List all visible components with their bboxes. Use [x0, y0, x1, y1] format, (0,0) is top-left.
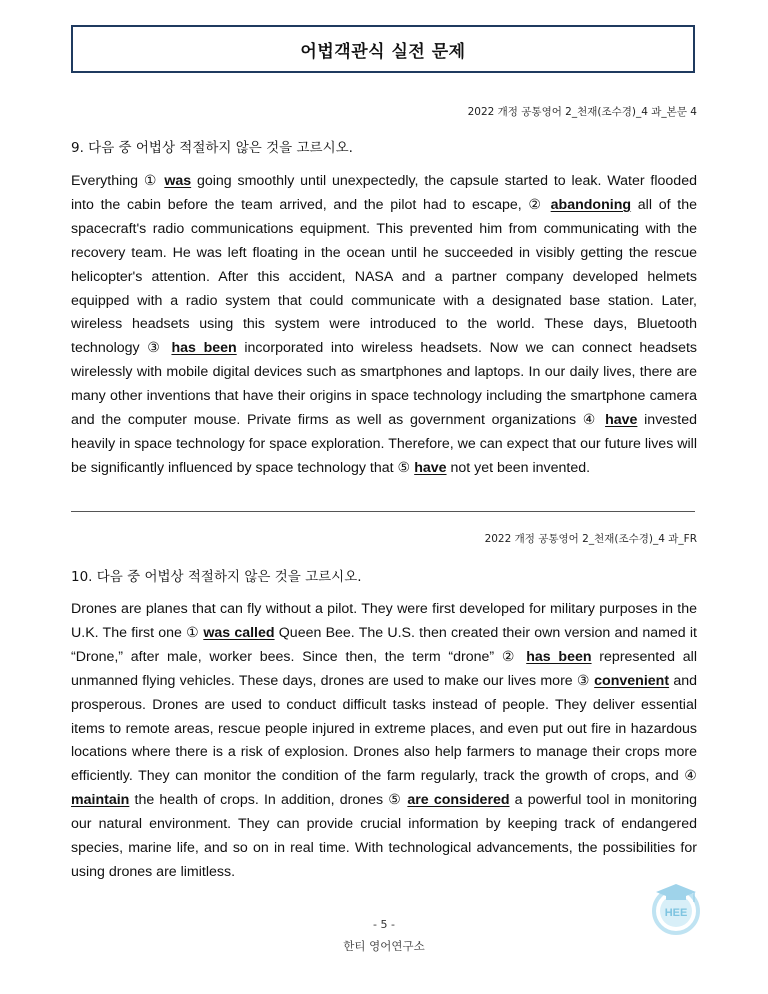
q9-choice-3: has been	[171, 340, 237, 357]
q9-choice-1: was	[164, 173, 192, 189]
q9-prompt: 9. 다음 중 어법상 적절하지 않은 것을 고르시오.	[71, 140, 353, 156]
q9-choice-4: have	[605, 412, 638, 429]
q9-text: invested heavily in space technology for space exploration. Therefore, we can expect that our future lives will be significantly influenced by space technology that ⑤	[71, 412, 697, 476]
q9-text: Everything ①	[71, 173, 165, 189]
page-number: - 5 -	[373, 918, 395, 931]
q9-text: going smoothly until unexpectedly, the capsule started to leak. Water flooded into the cabin before the team arrived, and the pilot had to escape, ②	[71, 173, 697, 213]
q10-text: Drones are planes that can fly without a pilot. They were first developed for military purposes in the U.K. The first one ①	[71, 601, 697, 641]
q10-source: 2022 개정 공통영어 2_천재(조수경)_4 과_FR	[484, 533, 697, 545]
q9-choice-2: abandoning	[550, 196, 632, 213]
q10-choice-1: was called	[203, 624, 275, 641]
q10-text: and prosperous. Drones are used to conduct difficult tasks instead of people. They deliver essential items to remote areas, rescue people injured in extreme places, and even put out fire in hazardous locations where there is a risk of explosion. Drones also help farmers to manage their crops more efficiently. They can monitor the condition of the farm regularly, track the growth of crops, and ④	[71, 672, 697, 785]
footer-organization: 한티 영어연구소	[343, 939, 425, 953]
q10-text: the health of crops. In addition, drones ⑤	[129, 792, 408, 809]
logo-text: HEE	[664, 907, 688, 919]
q10-choice-2: has been	[526, 648, 592, 665]
q10-text: Queen Bee. The U.S. then created their own version and named it “Drone,” after male, worker bees. Since then, the term “drone” ②	[71, 624, 697, 665]
q10-prompt: 10. 다음 중 어법상 적절하지 않은 것을 고르시오.	[71, 569, 362, 585]
q9-text: all of the spacecraft's radio communications equipment. This prevented him from communicating with the recovery team. He was left floating in the ocean until he succeeded in visibly getting the rescue helicopter's attention. After this accident, NASA and a partner company developed helmets equipped with a radio system that could communicate with a designated base station. Later, wireless headsets using this system were introduced to the world. These days, Bluetooth technology ③	[71, 196, 697, 357]
q10-choice-5: are considered	[407, 792, 510, 809]
q9-text: not yet been invented.	[446, 459, 591, 476]
q10-passage	[71, 598, 697, 885]
q10-text: a powerful tool in monitoring our natural environment. They can provide crucial information by keeping track of endangered species, marine life, and so on in real time. With technological advancements, the possibilities for using drones are limitless.	[71, 792, 697, 880]
q10-text: represented all unmanned flying vehicles. These days, drones are used to make our lives more ③	[71, 648, 697, 689]
q10-choice-4: maintain	[71, 792, 130, 809]
q9-source: 2022 개정 공통영어 2_천재(조수경)_4 과_본문 4	[467, 106, 697, 118]
section-divider	[71, 511, 695, 512]
q10-choice-3: convenient	[594, 672, 670, 689]
q9-choice-5: have	[414, 459, 447, 476]
q9-text: incorporated into wireless headsets. Now we can connect headsets wirelessly with mobile digital devices such as smartphones and laptops. In our daily lives, there are many other inventions that have their origins in space technology including the smartphone camera and the computer mouse. Private firms as well as government organizations ④	[71, 340, 697, 429]
q9-passage	[71, 170, 697, 481]
page-title: 어법객관식 실전 문제	[71, 25, 695, 73]
